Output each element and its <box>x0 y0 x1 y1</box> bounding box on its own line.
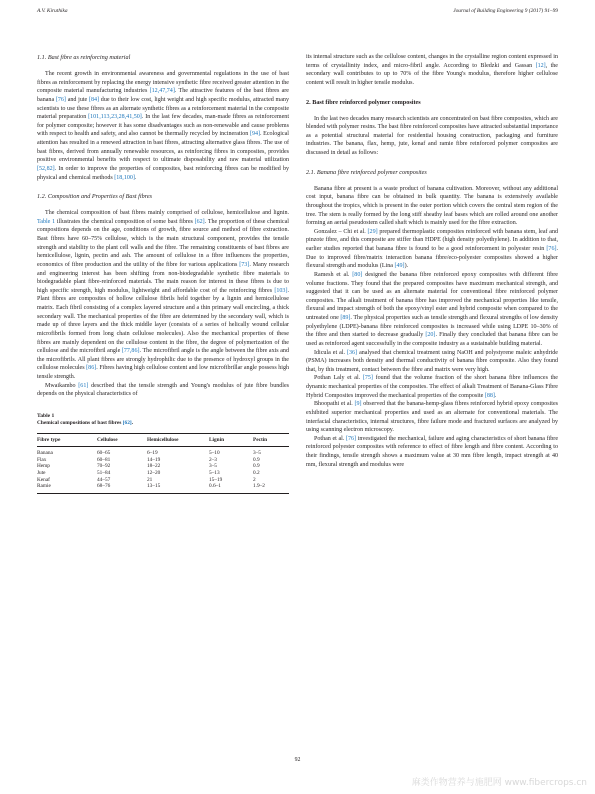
table-cell: 1.9–2 <box>253 483 289 493</box>
table-cell: 0.9 <box>253 463 260 470</box>
table-cell: 0.9 <box>253 456 260 463</box>
citation-link[interactable]: [89] <box>340 315 351 321</box>
citation-link[interactable]: [52,82] <box>37 165 55 172</box>
left-column <box>37 53 289 494</box>
table-cell: Hemp <box>37 463 50 470</box>
citation-link[interactable]: [76] <box>55 96 66 103</box>
table-cell: 18–22 <box>147 463 161 470</box>
table-cell: 5–10 <box>209 449 220 456</box>
citation-link[interactable]: [20] <box>425 332 436 339</box>
table-cell: 0.6–1 <box>209 483 253 493</box>
citation-link[interactable]: [76] <box>546 246 557 252</box>
table-cell: 13–15 <box>147 483 209 493</box>
running-header-journal: Journal of Building Engineering 9 (2017) 91–99 <box>453 8 558 14</box>
table-cell: 0.2 <box>253 469 260 476</box>
section-heading-2-1: 2.1. Banana fibre reinforced polymer composites <box>306 168 427 176</box>
column-header: Cellulose <box>97 433 147 446</box>
citation-link[interactable]: [9] <box>354 401 362 408</box>
citation-link[interactable]: [36] <box>347 349 358 356</box>
table-cell: 60–65 <box>97 449 111 456</box>
table-cell: Banana <box>37 449 53 456</box>
citation-link[interactable]: [94] <box>249 131 261 138</box>
section-heading-1-1: 1.1. Bast fibre as reinforcing material <box>37 54 131 61</box>
table-cell: 12–20 <box>147 469 161 476</box>
citation-link[interactable]: [76] <box>345 435 357 442</box>
table-cell: 14–19 <box>147 456 161 463</box>
citation-link[interactable]: [77,86] <box>121 348 140 355</box>
table-row <box>37 446 289 456</box>
table-cell: Jute <box>37 469 46 476</box>
table-cell: 51–84 <box>97 469 111 476</box>
table-row <box>37 463 289 470</box>
paragraph: Gonzalez – Chi et al. [29] prepared thermoplastic composites reinforced with banana stem, leaf and pinzote fibre, and this composite are stiffer than HDPE (high density polyethylene). In addition to that, earlier studies reported that banana fibre is found to be a good reinforcement in polyester resin [76]. Due to improved fibre/matrix interaction banana fibre/eco-polyester composites showed a higher flexural strength and modulus (Lina [49]). <box>306 228 558 270</box>
page-number: 92 <box>294 757 301 763</box>
paragraph: Bhoopathi et al. [9] observed that the banana-hemp-glass fibres reinforced hybrid epoxy composites exhibited superior mechanical properties and used as an alternate for conventional materials. The interfacial characteristics, internal structures, fibre failure mode and fractured surfaces are analyzed by using scanning electron microscopy. <box>306 401 558 434</box>
section-heading-1-2: 1.2. Composition and Properties of Bast fibres <box>37 193 153 201</box>
paragraph: In the last two decades many research scientists are concentrated on bast fibre composites, which are blended with polymer resins. The bast fibre reinforced composites have attracted substantial importance as a potential structural material for residential housing construction, packaging and furniture industries. The banana, flax, hemp, jute, kenaf and ramie fibre reinforced polymer composites are discussed in detail as follows: <box>306 115 558 156</box>
column-header: Hemicellulose <box>147 433 209 446</box>
citation-link[interactable]: [12] <box>535 62 546 69</box>
table-cell: 21 <box>147 476 153 483</box>
citation-link[interactable]: [18,100] <box>114 174 135 181</box>
citation-link[interactable]: [62] <box>194 218 205 225</box>
citation-link[interactable]: [49] <box>394 263 405 270</box>
citation-link[interactable]: [62] <box>122 419 132 426</box>
paragraph: Pothan Laly et al. [75] found that the volume fraction of the short banana fibre influences the dynamic mechanical properties of the composites. The effect of alkali Treatment of Banana-Glass Fibre Hybrid Composites improved the mechanical properties of the composite [88]. <box>306 375 558 399</box>
table-cell: 2–3 <box>209 456 217 463</box>
paragraph: Ramesh et al. [80] designed the banana fibre reinforced epoxy composites with different fibre volume fractions. They found that the prepared composites have maximum mechanical strength, and suggested that it can be used as an alternate material for conventional fibre reinforced polymer composites. The alkali treatment of banana fibre has improved the mechanical properties like tensile, flexural and impact strength of both the epoxy/vinyl ester and hybrid composite when compared to the untreated one [89]. The physical properties such as tensile strength and flexural strengths of low density polyethylene (LDPE)-banana fibre reinforced composites is increased while using LDPE 10–30% of the fibre and then started to decrease gradually [20]. Finally they concluded that banana fibre can be used as reinforced agent successfully in the composite industry as a sustainable building material. <box>306 271 558 347</box>
table-cell: Kenaf <box>37 476 50 483</box>
citation-link[interactable]: [73] <box>239 261 250 268</box>
citation-link[interactable]: [84] <box>88 96 100 103</box>
table-row <box>37 457 289 464</box>
citation-link[interactable]: [101,113,23,28,41,50] <box>88 114 142 121</box>
table-header-row <box>37 433 289 446</box>
table-cell: 15–19 <box>209 476 223 483</box>
column-header: Pectin <box>253 433 289 446</box>
watermark: 麻类作物营养与施肥网 www.fibercrops.cn <box>411 778 587 788</box>
paragraph: Idicula et al. [36] analysed that chemical treatment using NaOH and polystyrene maleic anhydride (PSMA) increases both density and thermal conductivity of banana fibre composite. Also they found that, by this treatment, contact between the fibre and matrix were very high. <box>306 349 558 373</box>
paragraph: Pothan et al. [76] investigated the mechanical, failure and aging characteristics of short banana fibre reinforced polyester composites with reference to effect of fibre length and fibre content. According to their findings, tensile strength shows a maximum value at 30 mm fibre length, impact strength at 40 mm, flexural strength and modulus were <box>306 435 559 468</box>
paragraph: Banana fibre at present is a waste product of banana cultivation. Moreover, without any additional cost input, banana fibre can be obtained in bulk quantity. The banana is extensively available throughout the tropics, which is present in the outer portion which covers the central stem region of the tree. The stem is really formed by the long stiff sheathy leaf bases which are rolled around one another forming an aerial pseudostem called shaft which is mainly used for the fibre extraction. <box>306 185 558 227</box>
table-cell: 3–5 <box>253 449 261 456</box>
paragraph: The chemical composition of bast fibres mainly comprised of cellulose, hemicellulose and lignin. Table 1 illustrates the chemical composition of some bast fibres [62]. The proportion of these chemical compositions depends on the age, conditions of growth, fibre source and method of fibre extraction. Bast fibres have 60–75% cellulose, which is the main structural component, provides the tensile strength and stability to the plant cell walls and the fibre. The remaining constituents of bast fibres are hemicellulose, lignin, pectin and ash. The amount of cellulose in a fibre influences the properties, economics of fibre production and the utility of the fibre for various applications [73]. Many research and engineering interest has been shifting from non-biodegradable synthetic fibre materials to biodegradable plant fibre-reinforced materials. The main reason for interest in these fibres is due to high specific strength, high modulus, lightweight and affordable cost of the reinforcing fibres [103]. Plant fibres are composites of hollow cellulose fibrils held together by a lignin and hemicellulose matrix. Each fibril consisting of a complex layered structure and a thin primary wall encircling, a thick secondary wall. The mechanical properties of the fibre are determined by the secondary wall, which is made up of three layers and the thick middle layer (consists of a series of helically wound cellular microfibrils formed from long chain cellulose molecules). Also the mechanical properties of these fibres are mainly dependent on the cellulose content in the fibre, the degree of polymerization of the cellulose and the microfibril angle [77,86]. The microfibril angle is the angle between the fibre axis and the microfibrils. All plant fibres are strongly hydrophilic due to the presence of hydroxyl groups in the cellulose molecules [86]. Fibres having high cellulose content and low microfibrillar angle possess high tensile strength. <box>37 210 290 380</box>
paragraph: The recent growth in environmental awareness and governmental regulations in the use of bast fibres as reinforcement by replacing the energy intensive synthetic fibre received greater attention in the composite material manufacturing industries [12,47,74]. The attractive features of the bast fibres are banana [76] and jute [84] due to their low cost, light weight and high specific modulus, attracted many scientists to use these fibres as an alternate synthetic fibres as a reinforcement material in the composite material preparation [101,113,23,28,41,50]. In the last few decades, man-made fibres as reinforcement for polymer composite; however it has some disadvantages such as non-renewable and cause problems with respect to health and safety, and also cannot be thermally recycled by incineration [94]. Ecological attention has resulted in a renewed attraction in bast fibres, attracting alternative glass fibres. The use of bast fibres, derived from annually renewable resources, as reinforcing fibres in composites, provides positive environmental benefits with respect to ultimate disposability and raw material utilization [52,82]. In order to improve the properties of composites, bast reinforcing fibres can be modified by physical and chemical methods [18,100]. <box>37 71 289 181</box>
citation-link[interactable]: [86] <box>86 365 97 372</box>
table-caption: Chemical compositions of bast fibres [62]. <box>37 419 134 426</box>
citation-link[interactable]: [61] <box>78 382 89 389</box>
paragraph: its internal structure such as the cellulose content, changes in the crystalline region content expressed in terms of crystallinity index, and micro-fibril angle. According to Bledzki and Gassan [12], the secondary wall contributes to up to 70% of the fibre Young's modulus, therefore higher cellulose content will result in higher tensile modulus. <box>306 54 558 86</box>
table-cell: 6–19 <box>147 449 158 456</box>
table-cell: Ramie <box>37 483 97 493</box>
citation-link[interactable]: [75] <box>362 375 373 382</box>
table-cell: 60–81 <box>97 456 111 463</box>
right-column <box>306 53 558 469</box>
table-cell: 3–5 <box>209 463 217 470</box>
table-title: Table 1 <box>37 412 55 419</box>
citation-link[interactable]: [88] <box>484 392 495 399</box>
table-cell: Flax <box>37 456 47 463</box>
column-header: Fibre type <box>37 433 97 446</box>
citation-link[interactable]: [12,47,74] <box>149 88 175 95</box>
citation-link[interactable]: [29] <box>367 228 378 235</box>
paragraph: Mwaikambo [61] described that the tensile strength and Young's modulus of jute fibre bundles depends on the physical characteristics of <box>37 382 289 398</box>
section-heading-2: 2. Bast fibre reinforced polymer composites <box>306 98 421 106</box>
table-row <box>37 483 289 493</box>
chemical-composition-table <box>37 433 289 494</box>
table-row <box>37 470 289 477</box>
table-row <box>37 477 289 484</box>
table-cell: 2 <box>253 476 256 483</box>
table-cell: 44–57 <box>97 476 111 483</box>
table-cell: 70–92 <box>97 463 111 470</box>
citation-link[interactable]: [103] <box>274 287 288 294</box>
citation-link[interactable]: [80] <box>352 271 363 278</box>
column-header: Lignin <box>209 433 253 446</box>
table-cell: 5–13 <box>209 469 220 476</box>
running-header-author: A.V. Kiruthika <box>37 8 68 14</box>
table-cell: 68–76 <box>97 483 147 493</box>
table-link[interactable]: Table 1 <box>37 218 56 225</box>
